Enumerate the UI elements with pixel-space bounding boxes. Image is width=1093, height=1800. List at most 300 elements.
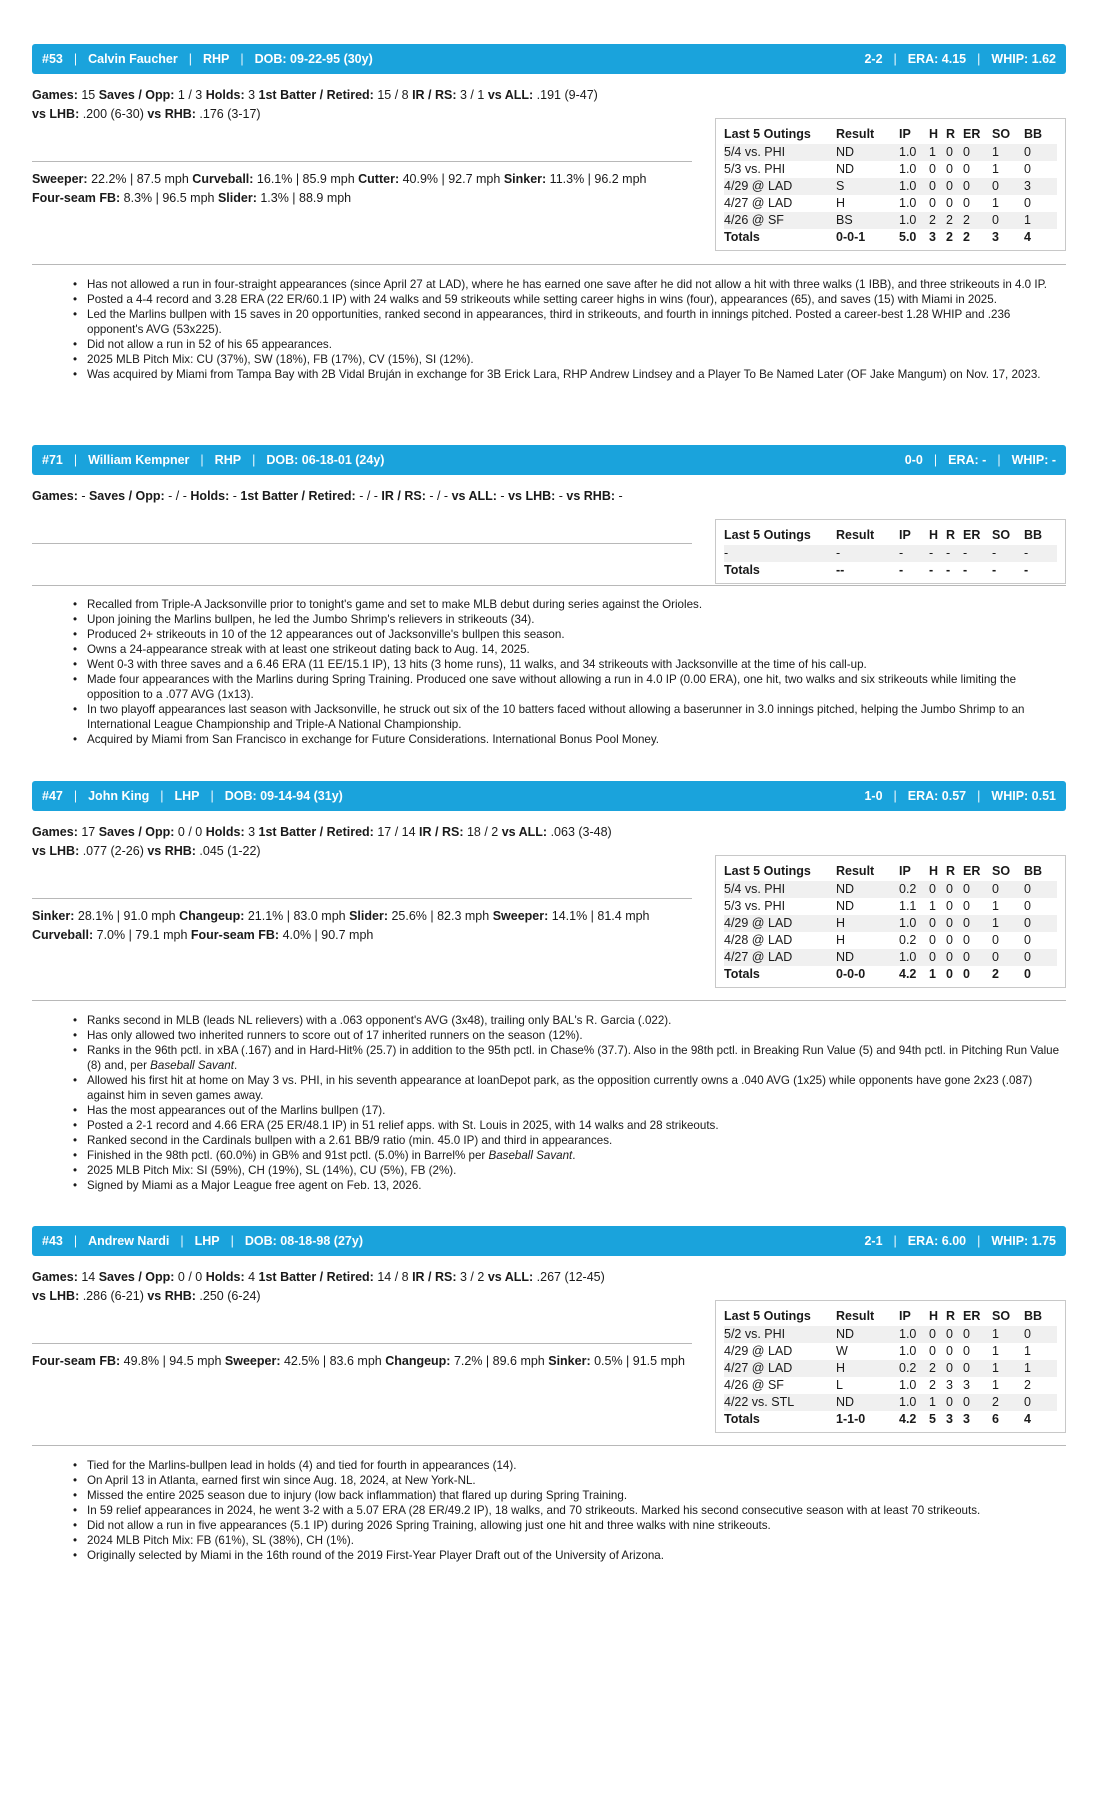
table-row: [724, 1394, 1057, 1411]
note-text: Made four appearances with the Marlins during Spring Training. Produced one save without allowing a run in 4.0 IP (0.00 ERA), one hit, two walks and six strikeouts while limiting the opposition to a .077 AVG (1x13).: [87, 673, 1017, 701]
note-item: [87, 1073, 1062, 1103]
column-header: Last 5 Outings: [724, 528, 811, 542]
stat-label: IR / RS:: [412, 1270, 457, 1284]
totals-cell: -: [929, 563, 934, 577]
stat-value: 3: [244, 825, 259, 839]
table-row: [724, 144, 1057, 161]
totals-cell: 3: [946, 1412, 953, 1426]
table-cell: 1.0: [899, 1378, 917, 1392]
table-cell: 1.0: [899, 212, 929, 229]
stat-value: -: [496, 489, 509, 503]
stat-value: 3 / 1: [456, 88, 488, 102]
note-item: [87, 1503, 1062, 1518]
table-cell: 0: [1024, 881, 1057, 898]
totals-cell: -: [946, 563, 951, 577]
column-header: SO: [992, 1309, 1011, 1323]
separator: |: [188, 52, 192, 66]
note-item: [87, 1148, 1062, 1163]
stat-value: 42.5% | 83.6 mph: [280, 1354, 386, 1368]
separator: |: [210, 789, 214, 803]
table-cell: ND: [836, 899, 855, 913]
table-cell: 0.2: [899, 933, 917, 947]
note-item: [87, 352, 1062, 367]
stat-value: 14.1% | 81.4 mph: [548, 909, 650, 923]
table-cell: 4/27 @ LAD: [724, 196, 793, 210]
stat-value: 14: [77, 1270, 99, 1284]
table-cell: 1.0: [899, 1394, 929, 1411]
player-dob: DOB: 08-18-98 (27y): [244, 1234, 363, 1248]
totals-cell: 4.2: [899, 967, 917, 981]
note-item: [87, 1518, 1062, 1533]
table-row: [724, 1343, 1057, 1360]
outings-header-row: [724, 526, 1057, 545]
stat-value: 11.3% | 96.2 mph: [546, 172, 647, 186]
table-cell: H: [836, 933, 846, 947]
stat-value: .063 (3-48): [547, 825, 612, 839]
player-record: 2-1: [864, 1234, 883, 1248]
stat-value: 21.1% | 83.0 mph: [244, 909, 350, 923]
column-header: Result: [836, 127, 875, 141]
stat-value: 4: [244, 1270, 259, 1284]
table-cell: 0: [963, 178, 992, 195]
note-source: Baseball Savant: [488, 1149, 573, 1162]
table-cell: 0: [946, 1344, 953, 1358]
totals-row: [724, 229, 1057, 246]
stat-value: 15 / 8: [373, 88, 413, 102]
stat-label: Changeup:: [179, 909, 245, 923]
table-cell: L: [836, 1378, 843, 1392]
table-cell: 1.0: [899, 196, 917, 210]
table-cell: 0: [929, 915, 946, 932]
note-item: [87, 1013, 1062, 1028]
table-cell: 0: [946, 915, 963, 932]
divider: [32, 543, 692, 544]
stat-label: Curveball:: [32, 928, 94, 942]
table-row: [724, 949, 1057, 966]
outings-header-row: [724, 125, 1057, 144]
totals-cell: Totals: [724, 230, 760, 244]
column-header: H: [929, 127, 939, 141]
table-cell: 0: [946, 162, 953, 176]
player-number: #43: [42, 1234, 63, 1248]
stat-label: Holds:: [190, 489, 230, 503]
table-cell: 0: [946, 178, 963, 195]
column-header: R: [946, 1309, 956, 1323]
column-header: ER: [963, 528, 981, 542]
player-era: ERA: -: [948, 453, 987, 467]
table-cell: H: [836, 1360, 899, 1377]
note-text: Posted a 2-1 record and 4.66 ERA (25 ER/48.1 IP) in 51 relief apps. with St. Louis in 2025, with 14 walks and 28 strikeouts.: [87, 1119, 719, 1132]
divider: [32, 585, 1066, 586]
separator: |: [893, 1234, 897, 1248]
note-item: [87, 1118, 1062, 1133]
outings-table: [724, 862, 1057, 983]
note-text: Has only allowed two inherited runners to score out of 17 inherited runners on the season (12%).: [87, 1029, 583, 1042]
note-text: Posted a 4-4 record and 3.28 ERA (22 ER/60.1 IP) with 24 walks and 59 strikeouts while setting career highs in wins (four), appearances (65), and saves (15) with Miami in 2025.: [87, 293, 997, 306]
stat-label: Games:: [32, 88, 78, 102]
table-cell: -: [963, 545, 992, 562]
column-header: Last 5 Outings: [724, 864, 811, 878]
table-row: [724, 1326, 1057, 1343]
stat-value: -: [77, 489, 89, 503]
note-item: [87, 642, 1062, 657]
totals-row: [724, 562, 1057, 579]
table-cell: 1.0: [899, 178, 929, 195]
table-cell: 0: [1024, 949, 1057, 966]
note-item: [87, 672, 1062, 702]
totals-cell: 4: [1024, 230, 1031, 244]
player-throws: LHP: [174, 789, 200, 803]
table-cell: ND: [836, 949, 899, 966]
stat-label: IR / RS:: [381, 489, 426, 503]
separator: |: [73, 1234, 78, 1248]
divider: [32, 1000, 1066, 1001]
player-name: Calvin Faucher: [88, 52, 178, 66]
stat-value: .077 (2-26): [79, 844, 148, 858]
stat-value: - / -: [355, 489, 382, 503]
player-header: [32, 781, 1066, 811]
totals-row: [724, 1411, 1057, 1428]
stat-label: vs ALL:: [451, 489, 497, 503]
table-cell: 0: [929, 881, 946, 898]
table-row: [724, 195, 1057, 212]
table-cell: 1: [929, 1394, 946, 1411]
note-text: Finished in the 98th pctl. (60.0%) in GB% and 91st pctl. (5.0%) in Barrel% per: [87, 1149, 489, 1162]
stat-label: vs LHB:: [32, 107, 80, 121]
table-cell: 1: [1024, 1344, 1031, 1358]
player-throws: LHP: [194, 1234, 220, 1248]
table-cell: 0: [946, 144, 963, 161]
note-item: [87, 597, 1062, 612]
stat-label: Four-seam FB:: [190, 928, 280, 942]
stat-label: Saves / Opp:: [88, 489, 165, 503]
separator: |: [160, 789, 164, 803]
note-text: Did not allow a run in five appearances (5.1 IP) during 2026 Spring Training, allowing just one hit and three walks with nine strikeouts.: [87, 1519, 771, 1532]
table-cell: 0: [992, 212, 1024, 229]
table-cell: 4/26 @ SF: [724, 1378, 784, 1392]
last-5-outings-table: [715, 118, 1066, 251]
table-cell: 1.1: [899, 899, 917, 913]
stat-value: .286 (6-21): [79, 1289, 148, 1303]
totals-cell: 6: [992, 1412, 999, 1426]
stat-label: Sweeper:: [224, 1354, 281, 1368]
note-text: Owns a 24-appearance streak with at least one strikeout dating back to Aug. 14, 2025.: [87, 643, 530, 656]
stat-label: 1st Batter / Retired:: [258, 88, 374, 102]
player-number: #47: [42, 789, 63, 803]
stat-label: Games:: [32, 1270, 78, 1284]
totals-cell: 2: [992, 967, 999, 981]
totals-cell: 1-1-0: [836, 1412, 866, 1426]
table-cell: 2: [929, 212, 946, 229]
stat-value: -: [615, 489, 623, 503]
stat-value: 22.2% | 87.5 mph: [87, 172, 193, 186]
last-5-outings-table: [715, 855, 1066, 988]
table-cell: 2: [992, 1394, 1024, 1411]
table-cell: 0: [946, 933, 953, 947]
table-cell: 4/26 @ SF: [724, 212, 836, 229]
stat-value: 8.3% | 96.5 mph: [120, 191, 218, 205]
stat-label: vs ALL:: [487, 88, 534, 102]
stats-line: [32, 105, 692, 124]
stats-line: [32, 823, 692, 842]
table-cell: -: [899, 545, 929, 562]
table-cell: 0: [1024, 933, 1031, 947]
table-cell: 1: [1024, 1360, 1057, 1377]
divider: [32, 898, 692, 899]
table-cell: 3: [1024, 178, 1057, 195]
note-text: Allowed his first hit at home on May 3 vs. PHI, in his seventh appearance at loanDepot park, as the opposition currently owns a .040 AVG (1x25) while opponents have gone 2x23 (.087) against him in seven games away.: [87, 1074, 1033, 1102]
column-header: BB: [1024, 1309, 1043, 1323]
table-cell: ND: [836, 1326, 899, 1343]
table-cell: 1: [992, 1344, 999, 1358]
table-cell: 4/27 @ LAD: [724, 1360, 836, 1377]
totals-cell: --: [836, 563, 845, 577]
note-text: Was acquired by Miami from Tampa Bay with 2B Vidal Bruján in exchange for 3B Erick Lara, RHP Andrew Lindsey and a Player To Be Named Later (OF Jake Mangum) on Nov. 17, 2023.: [87, 368, 1041, 381]
player-notes: [87, 1013, 1062, 1193]
table-cell: 4/29 @ LAD: [724, 915, 836, 932]
player-whip: WHIP: 0.51: [991, 789, 1056, 803]
totals-cell: -: [899, 563, 904, 577]
table-row: [724, 545, 1057, 562]
stat-value: 18 / 2: [463, 825, 502, 839]
note-item: [87, 307, 1062, 337]
note-text: Upon joining the Marlins bullpen, he led the Jumbo Shrimp's relievers in strikeouts (34).: [87, 613, 535, 626]
table-cell: 1: [992, 162, 999, 176]
pitch-mix: [32, 907, 712, 945]
stat-value: 3 / 2: [456, 1270, 488, 1284]
stats-line: [32, 1268, 692, 1287]
note-text: .: [233, 1059, 238, 1072]
note-item: [87, 1488, 1062, 1503]
table-cell: 4/29 @ LAD: [724, 178, 836, 195]
note-item: [87, 367, 1062, 382]
table-cell: 1: [992, 1326, 1024, 1343]
table-cell: 4/29 @ LAD: [724, 1344, 793, 1358]
stat-value: 14 / 8: [373, 1270, 413, 1284]
table-cell: 0: [946, 1326, 963, 1343]
note-text: Originally selected by Miami in the 16th round of the 2019 First-Year Player Draft out of the University of Arizona.: [87, 1549, 664, 1562]
stat-label: vs RHB:: [566, 489, 616, 503]
note-item: [87, 1548, 1062, 1563]
stat-value: -: [229, 489, 241, 503]
column-header: BB: [1024, 864, 1043, 878]
stats-line: [32, 86, 692, 105]
table-cell: H: [836, 915, 899, 932]
pitch-line: [32, 907, 712, 926]
stat-label: Saves / Opp:: [98, 825, 175, 839]
totals-cell: 0: [946, 967, 953, 981]
stat-label: Sinker:: [32, 909, 75, 923]
table-row: [724, 932, 1057, 949]
note-item: [87, 1178, 1062, 1193]
note-text: 2025 MLB Pitch Mix: CU (37%), SW (18%), FB (17%), CV (15%), SI (12%).: [87, 353, 474, 366]
totals-cell: 2: [946, 230, 953, 244]
table-cell: -: [992, 545, 1024, 562]
stat-label: Curveball:: [192, 172, 254, 186]
table-cell: 0: [1024, 196, 1031, 210]
player-record: 1-0: [864, 789, 883, 803]
table-cell: 0: [929, 162, 936, 176]
table-cell: H: [836, 196, 846, 210]
stat-value: 16.1% | 85.9 mph: [253, 172, 359, 186]
stat-value: - / -: [425, 489, 452, 503]
season-stats: [32, 823, 692, 861]
note-item: [87, 657, 1062, 672]
separator: |: [73, 453, 78, 467]
stat-label: Four-seam FB:: [32, 191, 121, 205]
column-header: ER: [963, 864, 981, 878]
table-cell: 0: [929, 196, 936, 210]
separator: |: [933, 453, 938, 467]
stat-label: Holds:: [205, 88, 245, 102]
column-header: SO: [992, 528, 1011, 542]
note-text: Has the most appearances out of the Marlins bullpen (17).: [87, 1104, 386, 1117]
table-cell: ND: [836, 144, 899, 161]
stat-label: IR / RS:: [419, 825, 464, 839]
table-cell: W: [836, 1344, 848, 1358]
table-cell: 1: [992, 899, 999, 913]
totals-cell: 0-0-0: [836, 967, 866, 981]
table-cell: 1: [992, 1360, 1024, 1377]
note-text: 2025 MLB Pitch Mix: SI (59%), CH (19%), SL (14%), CU (5%), FB (2%).: [87, 1164, 457, 1177]
column-header: R: [946, 864, 956, 878]
season-stats: [32, 1268, 692, 1306]
player-card: [32, 781, 1066, 981]
column-header: Result: [836, 864, 875, 878]
player-name: John King: [88, 789, 150, 803]
table-cell: 0: [992, 881, 1024, 898]
season-stats: [32, 487, 692, 506]
table-cell: -: [1024, 545, 1057, 562]
note-text: Missed the entire 2025 season due to injury (low back inflammation) that flared up during Spring Training.: [87, 1489, 628, 1502]
column-header: BB: [1024, 127, 1043, 141]
stat-label: IR / RS:: [412, 88, 457, 102]
stat-value: 1 / 3: [174, 88, 206, 102]
table-cell: 1: [929, 144, 946, 161]
note-text: On April 13 in Atlanta, earned first win since Aug. 18, 2024, at New York-NL.: [87, 1474, 476, 1487]
separator: |: [240, 52, 244, 66]
table-cell: 0: [963, 144, 992, 161]
totals-cell: 5.0: [899, 230, 917, 244]
stat-value: .250 (6-24): [195, 1289, 261, 1303]
totals-cell: -: [992, 563, 997, 577]
table-row: [724, 1377, 1057, 1394]
separator: |: [893, 789, 897, 803]
table-cell: 5/3 vs. PHI: [724, 899, 786, 913]
stat-label: Holds:: [205, 825, 245, 839]
totals-cell: -: [1024, 563, 1029, 577]
note-item: [87, 702, 1062, 732]
stat-value: .200 (6-30): [79, 107, 148, 121]
pitch-line: [32, 926, 712, 945]
stat-value: 3: [244, 88, 259, 102]
separator: |: [73, 789, 78, 803]
table-cell: 0: [946, 949, 963, 966]
stat-value: 0 / 0: [174, 825, 206, 839]
stat-label: Four-seam FB:: [32, 1354, 121, 1368]
stat-value: 1.3% | 88.9 mph: [256, 191, 352, 205]
table-cell: 1: [1024, 212, 1057, 229]
separator: |: [73, 52, 78, 66]
column-header: H: [929, 864, 939, 878]
column-header: Last 5 Outings: [724, 127, 811, 141]
table-cell: 0: [946, 1394, 963, 1411]
pitch-line: [32, 1352, 712, 1371]
column-header: SO: [992, 864, 1011, 878]
totals-cell: Totals: [724, 1412, 760, 1426]
stat-label: Sinker:: [503, 172, 547, 186]
totals-cell: Totals: [724, 967, 760, 981]
pitch-line: [32, 170, 712, 189]
separator: |: [997, 453, 1001, 467]
stat-label: vs LHB:: [508, 489, 556, 503]
note-item: [87, 1133, 1062, 1148]
table-cell: 0: [992, 949, 1024, 966]
stat-label: Slider:: [217, 191, 257, 205]
player-whip: WHIP: -: [1011, 453, 1056, 467]
stat-label: Changeup:: [385, 1354, 451, 1368]
stat-value: .045 (1-22): [195, 844, 261, 858]
stat-value: .176 (3-17): [195, 107, 261, 121]
table-row: [724, 212, 1057, 229]
column-header: BB: [1024, 528, 1043, 542]
table-cell: 0: [1024, 1326, 1057, 1343]
table-cell: 0: [1024, 899, 1031, 913]
separator: |: [252, 453, 256, 467]
table-row: [724, 178, 1057, 195]
table-cell: 2: [946, 212, 963, 229]
stat-value: 15: [77, 88, 99, 102]
table-cell: 0.2: [899, 1360, 929, 1377]
totals-row: [724, 966, 1057, 983]
note-text: Did not allow a run in 52 of his 65 appearances.: [87, 338, 332, 351]
note-source: Baseball Savant: [150, 1059, 234, 1072]
table-cell: ND: [836, 881, 899, 898]
table-cell: ND: [836, 1394, 899, 1411]
separator: |: [977, 1234, 981, 1248]
player-whip: WHIP: 1.75: [991, 1234, 1056, 1248]
stat-value: .191 (9-47): [533, 88, 598, 102]
table-cell: -: [946, 545, 963, 562]
totals-cell: 0-0-1: [836, 230, 866, 244]
stat-value: 0 / 0: [174, 1270, 206, 1284]
column-header: Result: [836, 1309, 875, 1323]
divider: [32, 264, 1066, 265]
note-text: Produced 2+ strikeouts in 10 of the 12 appearances out of Jacksonville's bullpen this season.: [87, 628, 565, 641]
outings-table: [724, 125, 1057, 246]
note-text: Acquired by Miami from San Francisco in exchange for Future Considerations. International Bonus Pool Money.: [87, 733, 660, 746]
totals-cell: 2: [963, 230, 970, 244]
player-dob: DOB: 09-22-95 (30y): [254, 52, 373, 66]
table-cell: 5/2 vs. PHI: [724, 1326, 836, 1343]
note-text: .: [572, 1149, 576, 1162]
stat-value: 7.2% | 89.6 mph: [450, 1354, 549, 1368]
column-header: IP: [899, 864, 911, 878]
separator: |: [230, 1234, 234, 1248]
stat-value: 28.1% | 91.0 mph: [74, 909, 180, 923]
outings-header-row: [724, 862, 1057, 881]
table-cell: 0: [929, 933, 936, 947]
separator: |: [977, 52, 981, 66]
table-row: [724, 915, 1057, 932]
pitch-line: [32, 189, 712, 208]
column-header: R: [946, 528, 956, 542]
player-number: #53: [42, 52, 63, 66]
stat-value: 0.5% | 91.5 mph: [590, 1354, 685, 1368]
table-cell: 2: [929, 1360, 946, 1377]
table-cell: 0: [963, 915, 992, 932]
divider: [32, 161, 692, 162]
